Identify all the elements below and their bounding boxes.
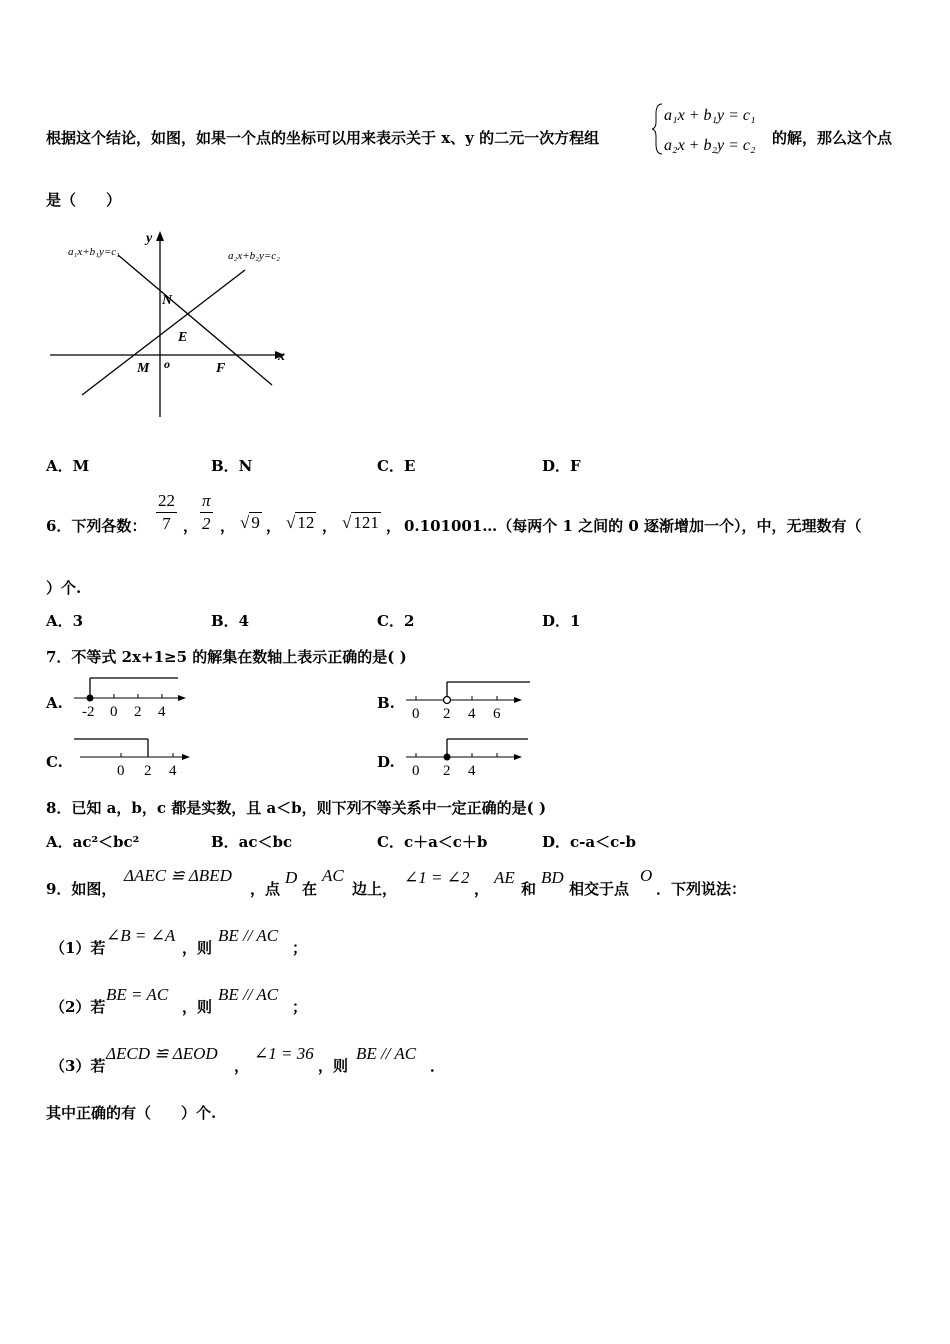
q6-option-a[interactable]: A．3 bbox=[46, 612, 84, 630]
q9-m2: D bbox=[285, 868, 298, 887]
q6-fraction-22-7 bbox=[156, 490, 177, 535]
line-2-label: a₂x+b₂y=c₂ bbox=[228, 250, 280, 262]
q5-option-c[interactable]: C．E bbox=[377, 457, 416, 475]
q7-option-a-label[interactable]: A. bbox=[46, 694, 63, 712]
q7-option-c-numberline[interactable] bbox=[70, 735, 196, 781]
q9-m6: BD bbox=[541, 868, 564, 887]
q9-m5: AE bbox=[494, 868, 515, 887]
q5-option-a[interactable]: A．M bbox=[46, 457, 90, 475]
q9-m3: AC bbox=[322, 866, 344, 885]
q9-s1-then: ，则 bbox=[182, 939, 213, 957]
q9-s3-cond1: ΔECD ≌ ΔEOD bbox=[106, 1044, 218, 1063]
point-m-label: M bbox=[137, 361, 150, 376]
q8-option-c[interactable]: C．c＋a＜c＋b bbox=[377, 833, 488, 851]
q6-comma-3: ， bbox=[266, 517, 282, 535]
q7-option-a-numberline[interactable] bbox=[70, 674, 190, 722]
q9-last: 其中正确的有（ ）个. bbox=[46, 1104, 217, 1122]
q9-p7: 相交于点 bbox=[569, 880, 630, 898]
q9-s3-cond2: ∠1 = 36 bbox=[254, 1044, 314, 1063]
q5-line2: 是（ ） bbox=[46, 191, 122, 209]
q9-p2: ，点 bbox=[250, 880, 281, 898]
q9-s2-prefix: （2）若 bbox=[50, 998, 106, 1016]
solid-dot bbox=[87, 695, 94, 702]
q6-comma-2: ， bbox=[220, 517, 236, 535]
q6-option-b[interactable]: B．4 bbox=[211, 612, 250, 630]
q5-eq2: a₂x + b₂y = c₂ bbox=[664, 137, 756, 154]
q7-option-b-label[interactable]: B. bbox=[377, 694, 395, 712]
q9-s1-concl: BE // AC bbox=[218, 926, 279, 945]
point-e-label: E bbox=[178, 330, 188, 345]
q6-frac1-num: 22 bbox=[156, 490, 177, 513]
arrow-icon bbox=[178, 695, 186, 701]
q5-option-b[interactable]: B．N bbox=[211, 457, 253, 475]
q9-s3-prefix: （3）若 bbox=[50, 1057, 106, 1075]
q9-p6: 和 bbox=[521, 880, 537, 898]
tick-label: 4 bbox=[169, 763, 177, 779]
point-n-label: N bbox=[162, 293, 173, 308]
arrow-icon bbox=[182, 754, 190, 760]
origin-label: o bbox=[164, 357, 170, 371]
tick-label: 4 bbox=[468, 763, 476, 779]
line-2 bbox=[82, 270, 245, 395]
solid-dot bbox=[444, 754, 451, 761]
q9-m7: O bbox=[640, 866, 653, 885]
q7-option-c-label[interactable]: C. bbox=[46, 753, 63, 771]
q6-sqrt1: 9 bbox=[251, 513, 260, 532]
tick-label: 6 bbox=[493, 706, 501, 722]
q6-sqrt-121: √ 121 bbox=[342, 513, 379, 532]
q6-sqrt-9: √ 9 bbox=[240, 513, 260, 532]
tick-label: -2 bbox=[82, 704, 95, 720]
q9-m4: ∠1 = ∠2 bbox=[404, 868, 470, 887]
q6-fraction-pi-2 bbox=[200, 490, 213, 535]
q9-p3: 在 bbox=[302, 880, 318, 898]
q9-s2-cond: BE = AC bbox=[106, 985, 169, 1004]
q9-p1: 9．如图， bbox=[46, 880, 117, 898]
q7-option-d-label[interactable]: D. bbox=[377, 753, 395, 771]
q8-option-d[interactable]: D．c-a＜c-b bbox=[542, 833, 636, 851]
q9-s1-cond: ∠B = ∠A bbox=[106, 926, 176, 945]
q8-text: 8．已知 a，b，c 都是实数，且 a＜b，则下列不等关系中一定正确的是( ) bbox=[46, 799, 547, 817]
y-axis-arrow-icon bbox=[156, 231, 164, 241]
tick-label: 4 bbox=[158, 704, 166, 720]
q6-comma-5: ， bbox=[386, 517, 402, 535]
q5-intro: 根据这个结论，如图，如果一个点的坐标可以用来表示关于 x、y 的二元一次方程组 bbox=[46, 129, 600, 147]
tick-label: 2 bbox=[443, 763, 451, 779]
q9-s3-comma: ， bbox=[234, 1057, 250, 1075]
q6-sqrt2: 12 bbox=[297, 513, 315, 532]
q7-option-b-numberline[interactable] bbox=[402, 678, 532, 724]
q6-comma-1: ， bbox=[183, 517, 199, 535]
q6-frac2-num: π bbox=[200, 490, 213, 513]
hollow-dot bbox=[444, 697, 451, 704]
y-label: y bbox=[146, 231, 153, 246]
arrow-icon bbox=[514, 754, 522, 760]
q9-m1: ΔAEC ≌ ΔBED bbox=[124, 866, 232, 885]
q9-s2-then: ，则 bbox=[182, 998, 213, 1016]
tick-label: 0 bbox=[412, 706, 420, 722]
q7-text: 7．不等式 2x+1≥5 的解集在数轴上表示正确的是( ) bbox=[46, 648, 407, 666]
tick-label: 0 bbox=[412, 763, 420, 779]
tick-label: 0 bbox=[117, 763, 125, 779]
q6-sqrt-12: √ 12 bbox=[286, 513, 315, 532]
q6-frac1-den: 7 bbox=[162, 514, 171, 533]
q9-s2-concl: BE // AC bbox=[218, 985, 279, 1004]
line-1-label: a₁x+b₁y=c₁ bbox=[68, 246, 120, 258]
q9-s3-then: ，则 bbox=[318, 1057, 349, 1075]
q9-s3-end: ． bbox=[430, 1057, 446, 1075]
q5-suffix: 的解，那么这个点 bbox=[772, 129, 893, 147]
q5-eq1: a₁x + b₁y = c₁ bbox=[664, 107, 756, 124]
tick-label: 4 bbox=[468, 706, 476, 722]
point-f-label: F bbox=[216, 361, 226, 376]
q6-option-c[interactable]: C．2 bbox=[377, 612, 415, 630]
tick-label: 2 bbox=[134, 704, 142, 720]
q6-sqrt3: 121 bbox=[353, 513, 379, 532]
q7-option-d-numberline[interactable] bbox=[402, 735, 532, 781]
q6-comma-4: ， bbox=[322, 517, 338, 535]
q6-prefix: 6．下列各数： bbox=[46, 517, 147, 535]
tick-label: 2 bbox=[443, 706, 451, 722]
q6-rest: 0.101001…（每两个 1 之间的 0 逐渐增加一个），中，无理数有（ bbox=[404, 517, 862, 535]
q9-s1-prefix: （1）若 bbox=[50, 939, 106, 957]
q9-p4: 边上， bbox=[352, 880, 398, 898]
q6-frac2-den: 2 bbox=[202, 514, 211, 533]
q9-s2-end: ； bbox=[292, 998, 308, 1016]
q5-graph bbox=[40, 225, 300, 425]
q6-line2: ）个. bbox=[46, 579, 82, 597]
x-label: x bbox=[278, 349, 285, 364]
arrow-icon bbox=[514, 697, 522, 703]
q8-option-b[interactable]: B．ac＜bc bbox=[211, 833, 293, 851]
q5-option-d[interactable]: D．F bbox=[542, 457, 581, 475]
q8-option-a[interactable]: A．ac²＜bc² bbox=[46, 833, 140, 851]
tick-label: 2 bbox=[144, 763, 152, 779]
tick-label: 0 bbox=[110, 704, 118, 720]
q9-s1-end: ； bbox=[292, 939, 308, 957]
q5-equation-system bbox=[652, 100, 772, 158]
q9-p5: ， bbox=[474, 880, 490, 898]
q6-option-d[interactable]: D．1 bbox=[542, 612, 581, 630]
q9-s3-concl: BE // AC bbox=[356, 1044, 417, 1063]
q9-p8: ．下列说法： bbox=[656, 880, 747, 898]
